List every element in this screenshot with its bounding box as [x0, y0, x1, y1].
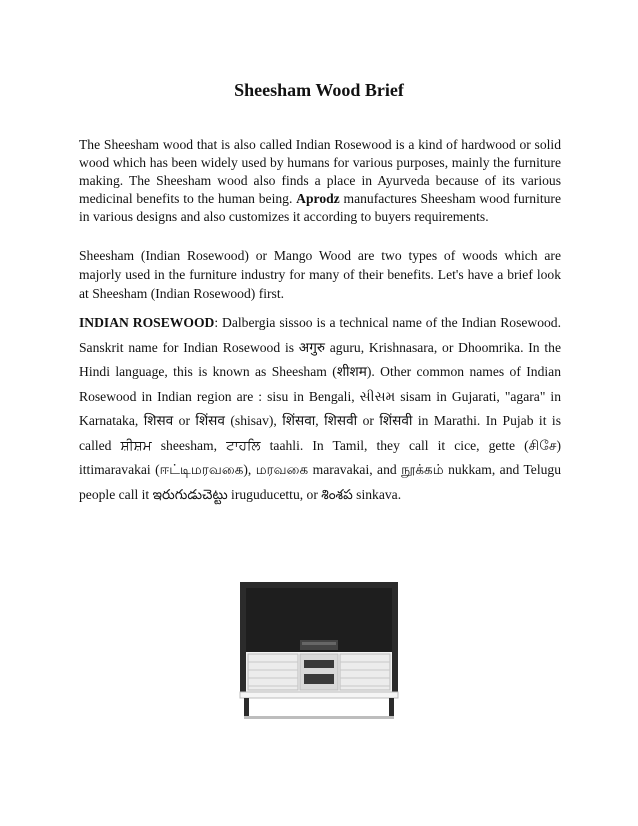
- section-heading: INDIAN ROSEWOOD: [79, 315, 215, 330]
- tv-cabinet-icon: [238, 580, 400, 722]
- brand-name: Aprodz: [296, 191, 340, 206]
- paragraph-wood-types: Sheesham (Indian Rosewood) or Mango Wood are two types of woods which are majorly used in the furniture industry for many of their benefits. Let's have a brief look at Sheesham (Indian Rosewood) first.: [79, 248, 561, 301]
- paragraph-intro: [79, 136, 561, 226]
- intro-text-start: The Sheesham wood that is also called Indian Rosewood is a kind of hardwood or solid wood which has been widely used by humans for various purposes, mainly the furniture making. The Sheesham wood also finds a place in Ayurveda because of its various medicinal benefits to the human being.: [79, 137, 561, 206]
- intro-text-end: manufactures Sheesham wood furniture in various designs and also customizes it according to buyers requirements.: [79, 191, 561, 224]
- document-title: Sheesham Wood Brief: [234, 80, 404, 100]
- paragraph-indian-rosewood: [79, 311, 561, 507]
- rosewood-text: : Dalbergia sissoo is a technical name of the Indian Rosewood. Sanskrit name for Indian Rosewood is अगुरु aguru, Krishnasara, or Dhoomrika. In the Hindi language, this is known as Sheesham (शीशम). Other common names of Indian Rosewood in Indian region are : sisu in Bengali, સીસમ sisam in Gujarati, "agara" in Karnataka, शिसव or शिंसव (shisav), शिंसवा, शिसवी or शिंसवी in Marathi. In Pujab it is called ਸ਼ੀਸ਼ਮ sheesham, ਟਾਹਲਿ taahli. In Tamil, they call it cice, gette (சிசே) ittimaravakai (ஈட்டிமரவகை), மரவகை maravakai, and நூக்கம் nukkam, and Telugu people call it ఇరుగుడుచెట్టు iruguducettu, or శింశప sinkava.: [79, 315, 561, 502]
